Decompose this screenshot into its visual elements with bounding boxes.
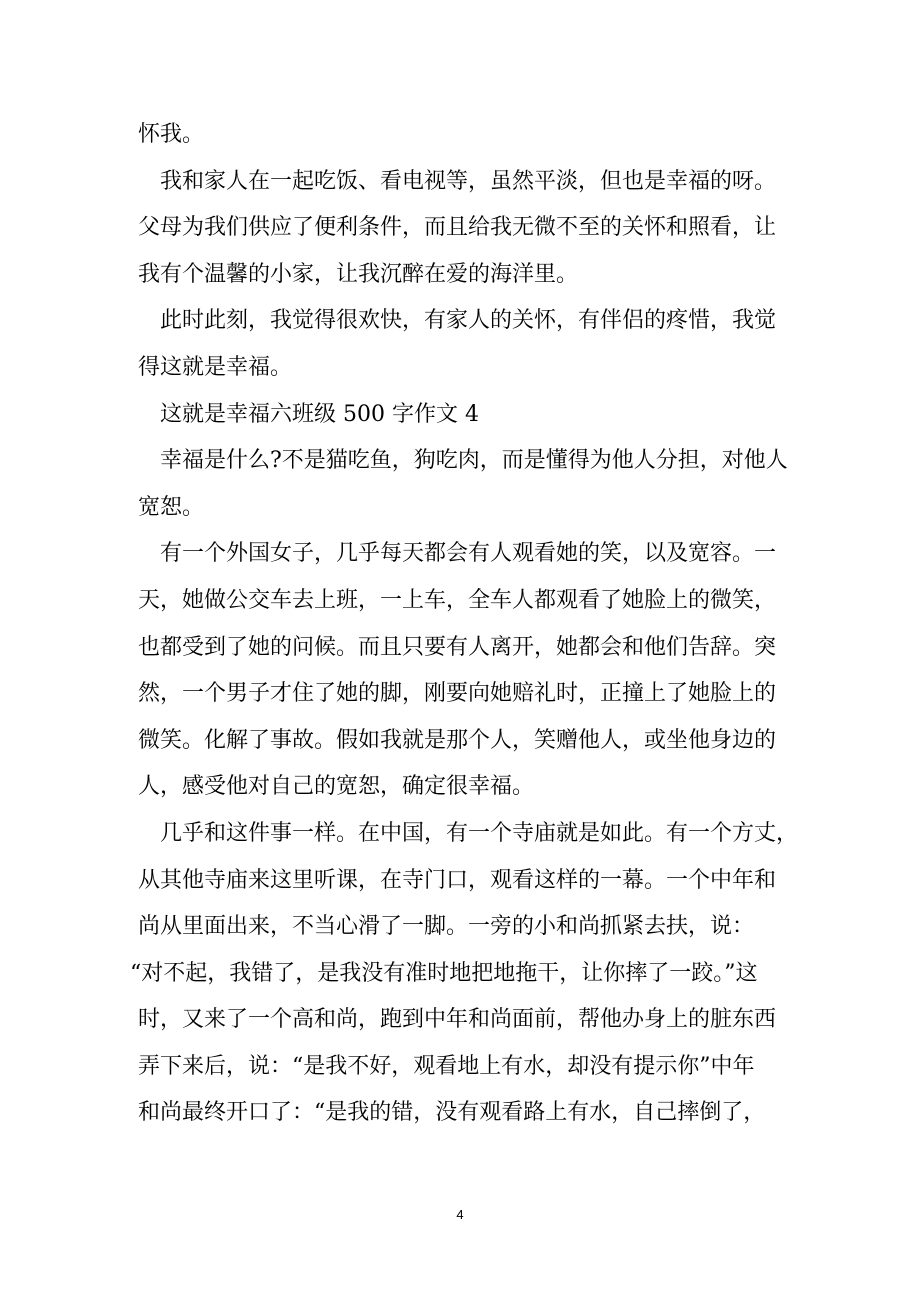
text-line: 父母为我们供应了便利条件，而且给我无微不至的关怀和照看，让 [138, 215, 777, 241]
text-line: 时，又来了一个高和尚，跑到中年和尚面前，帮他办身上的脏东西 [138, 1007, 777, 1033]
text-line: 弄下来后，说：“是我不好，观看地上有水，却没有提示你”中年 [138, 1053, 755, 1079]
text-line: 从其他寺庙来这里听课，在寺门口，观看这样的一幕。一个中年和 [138, 867, 777, 893]
text-line: 此时此刻，我觉得很欢快，有家人的关怀，有伴侣的疼惜，我觉 [160, 308, 777, 334]
text-line: 我和家人在一起吃饭、看电视等，虽然平淡，但也是幸福的呀。 [160, 168, 777, 194]
text-line: 也都受到了她的问候。而且只要有人离开，她都会和他们告辞。突 [138, 634, 777, 660]
text-line: 微笑。化解了事故。假如我就是那个人，笑赠他人，或坐他身边的 [138, 727, 777, 753]
text-line: 怀我。 [138, 122, 205, 147]
text-line: 我有个温馨的小家，让我沉醉在爱的海洋里。 [138, 261, 579, 287]
text-line: 几乎和这件事一样。在中国，有一个寺庙就是如此。有一个方丈， [160, 820, 799, 846]
text-line: 然，一个男子才住了她的脚，刚要向她赔礼时，正撞上了她脸上的 [138, 681, 777, 707]
text-line: 有一个外国女子，几乎每天都会有人观看她的笑，以及宽容。一 [160, 541, 777, 567]
text-line: 幸福是什么?不是猫吃鱼，狗吃肉，而是懂得为他人分担，对他人 [160, 448, 788, 474]
text-line: 和尚最终开口了：“是我的错，没有观看路上有水，自己摔倒了， [138, 1100, 766, 1126]
text-line: 得这就是幸福。 [138, 354, 293, 380]
text-line: 尚从里面出来，不当心滑了一脚。一旁的小和尚抓紧去扶，说： [138, 914, 755, 940]
text-line: 人，感受他对自己的宽恕，确定很幸福。 [138, 774, 535, 800]
page-number: 4 [456, 1207, 464, 1222]
text-line: 宽恕。 [138, 494, 205, 520]
section-heading: 这就是幸福六班级 500 字作文 4 [160, 401, 479, 427]
body-text [130, 112, 799, 1137]
text-line: “对不起，我错了，是我没有准时地把地拖干，让你摔了一跤。”这 [130, 960, 758, 986]
text-line: 天，她做公交车去上班，一上车，全车人都观看了她脸上的微笑， [138, 587, 777, 613]
